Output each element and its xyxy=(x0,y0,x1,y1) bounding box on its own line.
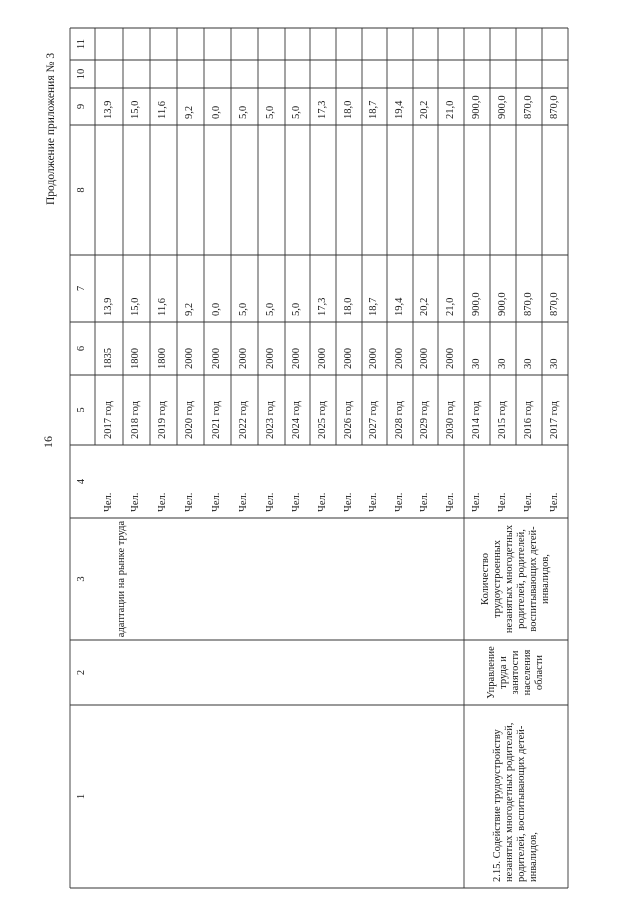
table-cell-c10 xyxy=(464,60,490,88)
executor-cell: Управление труда и занятости населения области xyxy=(485,646,546,699)
table-cell-year: 2022 год xyxy=(238,401,250,439)
table-cell-c9: 5,0 xyxy=(265,105,277,119)
table-cell-c7: 870,0 xyxy=(522,292,534,316)
table-cell-c8 xyxy=(490,125,516,255)
table-cell-c10 xyxy=(387,60,413,88)
table-cell-c9: 20,2 xyxy=(419,100,431,119)
table-cell-c9: 19,4 xyxy=(393,100,405,119)
table-cell-c10 xyxy=(204,60,231,88)
table-cell-year: 2014 год xyxy=(470,401,482,439)
column-number-4: 4 xyxy=(76,478,88,485)
table-cell-base: 2000 xyxy=(291,348,303,369)
table-cell-c10 xyxy=(490,60,516,88)
table-cell-c8 xyxy=(542,125,568,255)
table-cell-c10 xyxy=(95,60,123,88)
table-cell-base: 30 xyxy=(496,358,508,369)
table-cell-c11 xyxy=(310,28,336,60)
table-cell-c10 xyxy=(285,60,310,88)
table-cell-c9: 9,2 xyxy=(184,105,196,119)
table-cell-c7: 870,0 xyxy=(548,292,560,316)
table-cell-c9: 5,0 xyxy=(291,105,303,119)
table-cell-c11 xyxy=(413,28,438,60)
table-cell-year: 2020 год xyxy=(184,401,196,439)
table-cell-base: 2000 xyxy=(368,348,380,369)
table-cell-c10 xyxy=(150,60,177,88)
table-cell-c10 xyxy=(362,60,387,88)
table-cell-c11 xyxy=(387,28,413,60)
table-cell-base: 2000 xyxy=(265,348,277,369)
table-cell-year: 2025 год xyxy=(316,401,328,439)
table-cell-c7: 9,2 xyxy=(184,302,196,316)
table-cell-c11 xyxy=(438,28,464,60)
table-cell-base: 30 xyxy=(470,358,482,369)
table-cell-c10 xyxy=(413,60,438,88)
table-cell-c9: 18,7 xyxy=(368,100,380,119)
table-cell-c8 xyxy=(285,125,310,255)
table-cell-c11 xyxy=(542,28,568,60)
column-number-5: 5 xyxy=(76,407,88,413)
table-cell-c8 xyxy=(413,125,438,255)
page-number: 16 xyxy=(41,436,55,448)
table-cell-year: 2029 год xyxy=(419,401,431,439)
column-number-11: 11 xyxy=(76,38,88,50)
table-cell-unit: Чел. xyxy=(265,492,277,512)
table-cell-c7: 5,0 xyxy=(238,302,250,316)
table-cell-unit: Чел. xyxy=(102,492,114,512)
table-cell-c10 xyxy=(258,60,285,88)
table-cell-unit: Чел. xyxy=(184,492,196,512)
table-cell-base: 2000 xyxy=(211,348,223,369)
table-cell-base: 2000 xyxy=(316,348,328,369)
column-number-6: 6 xyxy=(76,345,88,352)
table-cell-c10 xyxy=(336,60,362,88)
table-cell-c10 xyxy=(516,60,542,88)
table-cell-unit: Чел. xyxy=(368,492,380,512)
table-cell-c8 xyxy=(336,125,362,255)
table-cell-c8 xyxy=(150,125,177,255)
table-cell-c9: 17,3 xyxy=(316,100,328,119)
table-cell-c7: 900,0 xyxy=(470,292,482,316)
table-cell-c11 xyxy=(177,28,204,60)
table-cell-unit: Чел. xyxy=(470,492,482,512)
table-cell-unit: Чел. xyxy=(393,492,405,512)
measure-cell: 2.15. Содействие трудоустройству незанятых многодетных родителей, родителей, воспитывающих детей-инвалидов, xyxy=(491,722,540,882)
column-number-7: 7 xyxy=(76,285,88,292)
table-cell-c9: 18,0 xyxy=(342,100,354,119)
table-cell-c8 xyxy=(516,125,542,255)
table-cell-c8 xyxy=(123,125,150,255)
indicator-cell: адаптации на рынке труда xyxy=(116,520,128,638)
table-cell-c7: 0,0 xyxy=(211,302,223,316)
column-number-2: 2 xyxy=(76,669,88,676)
table-cell-c9: 0,0 xyxy=(211,105,223,119)
table-cell-c11 xyxy=(285,28,310,60)
table-cell-base: 1835 xyxy=(102,348,114,369)
table-cell-unit: Чел. xyxy=(444,492,456,512)
table-cell-c8 xyxy=(204,125,231,255)
table-cell-base: 1800 xyxy=(157,348,169,369)
column-number-10: 10 xyxy=(76,68,88,80)
table-cell-unit: Чел. xyxy=(419,492,431,512)
table-cell-c9: 21,0 xyxy=(444,100,456,119)
table-cell-unit: Чел. xyxy=(496,492,508,512)
table-cell-year: 2023 год xyxy=(265,401,277,439)
table-cell-c7: 5,0 xyxy=(291,302,303,316)
table-cell-year: 2015 год xyxy=(496,401,508,439)
table-cell-year: 2028 год xyxy=(393,401,405,439)
table-cell-c10 xyxy=(231,60,258,88)
table-cell-c11 xyxy=(150,28,177,60)
table-cell-c9: 900,0 xyxy=(496,95,508,119)
table-cell-year: 2016 год xyxy=(522,401,534,439)
table-cell-c10 xyxy=(123,60,150,88)
table-cell-year: 2017 год xyxy=(102,401,114,439)
table-cell-c9: 13,9 xyxy=(102,100,114,119)
column-number-9: 9 xyxy=(76,103,88,110)
column-number-1: 1 xyxy=(76,793,88,800)
table-cell-c8 xyxy=(95,125,123,255)
table-cell-base: 2000 xyxy=(342,348,354,369)
table-cell-unit: Чел. xyxy=(342,492,354,512)
table-cell-c11 xyxy=(231,28,258,60)
table-cell-c11 xyxy=(490,28,516,60)
table-cell-c11 xyxy=(95,28,123,60)
table-cell-year: 2018 год xyxy=(130,401,142,439)
table-cell-c10 xyxy=(438,60,464,88)
table-cell-c7: 5,0 xyxy=(265,302,277,316)
table-cell-c8 xyxy=(438,125,464,255)
table-cell-c8 xyxy=(258,125,285,255)
table-cell-c11 xyxy=(516,28,542,60)
table-cell-c10 xyxy=(542,60,568,88)
table-cell-c7: 19,4 xyxy=(393,297,405,316)
table-cell-c8 xyxy=(464,125,490,255)
table-cell-c8 xyxy=(177,125,204,255)
table-cell-base: 2000 xyxy=(184,348,196,369)
table-cell-c9: 870,0 xyxy=(548,95,560,119)
table-cell-c7: 11,6 xyxy=(157,298,169,316)
table-cell-c11 xyxy=(204,28,231,60)
table-cell-c9: 870,0 xyxy=(522,95,534,119)
table-cell-year: 2021 год xyxy=(211,401,223,439)
table-cell-unit: Чел. xyxy=(211,492,223,512)
table-cell-c10 xyxy=(177,60,204,88)
table-cell-c11 xyxy=(336,28,362,60)
table-cell-year: 2030 год xyxy=(444,401,456,439)
table-cell-base: 2000 xyxy=(238,348,250,369)
table-cell-c7: 15,0 xyxy=(130,297,142,316)
table-cell-c11 xyxy=(258,28,285,60)
table-cell-c11 xyxy=(123,28,150,60)
table-cell-year: 2026 год xyxy=(342,401,354,439)
table-cell-year: 2019 год xyxy=(157,401,169,439)
table-cell-c7: 18,0 xyxy=(342,297,354,316)
table-cell-c9: 5,0 xyxy=(238,105,250,119)
table-cell-c7: 17,3 xyxy=(316,297,328,316)
table-cell-c8 xyxy=(387,125,413,255)
table-cell-c7: 13,9 xyxy=(102,297,114,316)
table-cell-c9: 11,6 xyxy=(157,101,169,119)
column-number-8: 8 xyxy=(76,187,88,193)
table-cell-c11 xyxy=(362,28,387,60)
table-cell-c7: 21,0 xyxy=(444,297,456,316)
table-cell-unit: Чел. xyxy=(291,492,303,512)
table-cell-year: 2027 год xyxy=(368,401,380,439)
table-cell-unit: Чел. xyxy=(522,492,534,512)
table-cell-c8 xyxy=(231,125,258,255)
table-cell-c7: 20,2 xyxy=(419,297,431,316)
table-cell-base: 30 xyxy=(522,358,534,369)
table-cell-base: 1800 xyxy=(130,348,142,369)
table-cell-unit: Чел. xyxy=(130,492,142,512)
table-cell-base: 2000 xyxy=(444,348,456,369)
table-cell-unit: Чел. xyxy=(157,492,169,512)
table-cell-year: 2024 год xyxy=(291,401,303,439)
table-cell-unit: Чел. xyxy=(238,492,250,512)
table-cell-unit: Чел. xyxy=(316,492,328,512)
table-cell-c8 xyxy=(310,125,336,255)
table-cell-base: 2000 xyxy=(419,348,431,369)
table-cell-c8 xyxy=(362,125,387,255)
table-cell-c9: 900,0 xyxy=(470,95,482,119)
table-cell-year: 2017 год xyxy=(548,401,560,439)
table-cell-c9: 15,0 xyxy=(130,100,142,119)
table-cell-base: 30 xyxy=(548,358,560,369)
annex-heading: Продолжение приложения № 3 xyxy=(45,52,57,205)
table-cell-base: 2000 xyxy=(393,348,405,369)
indicator-cell: Количество трудоустроенных незанятых многодетных родителей, родителей, воспитывающих детей-инвалидов, xyxy=(479,524,552,634)
table-cell-unit: Чел. xyxy=(548,492,560,512)
table-cell-c7: 18,7 xyxy=(368,297,380,316)
table-cell-c7: 900,0 xyxy=(496,292,508,316)
column-number-3: 3 xyxy=(76,576,88,582)
table-cell-c10 xyxy=(310,60,336,88)
table-cell-c11 xyxy=(464,28,490,60)
